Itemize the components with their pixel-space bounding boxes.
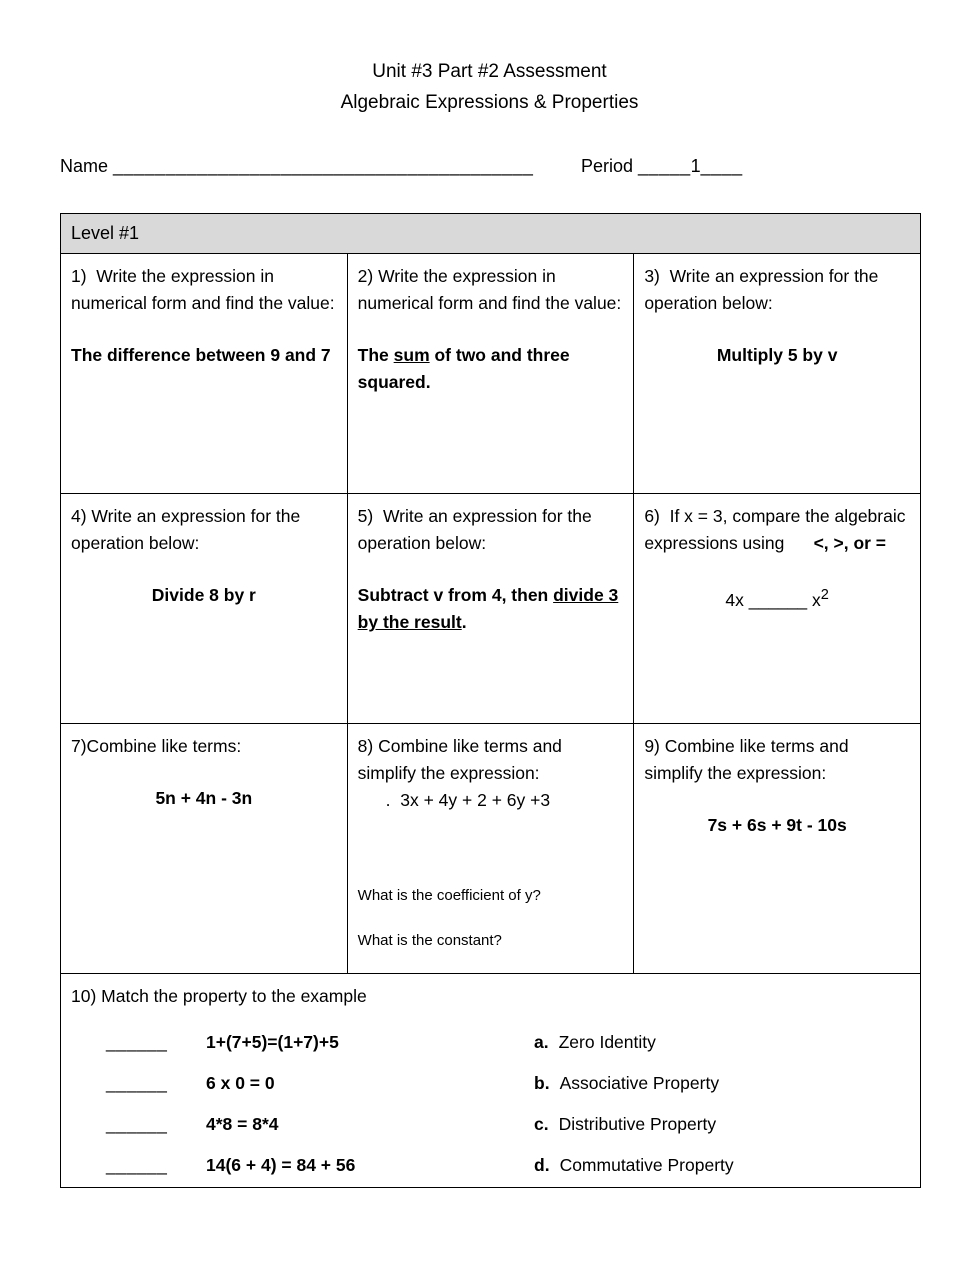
match-blank-line: ______ <box>106 1155 168 1175</box>
q9-prompt: 9) Combine like terms and simplify the expression: <box>644 736 854 783</box>
match-letter: c. <box>534 1114 549 1134</box>
q2-expression-underlined: sum <box>393 345 430 365</box>
match-expression: 4*8 = 8*4 <box>206 1114 279 1134</box>
period-blank-pre: _____ <box>638 156 691 176</box>
match-letter: a. <box>534 1032 549 1052</box>
q4-expression: Divide 8 by r <box>151 585 256 605</box>
question-cell-q6 <box>634 494 921 724</box>
match-expression: 14(6 + 4) = 84 + 56 <box>206 1155 356 1175</box>
question-cell-q10 <box>61 974 921 1188</box>
match-expression: 6 x 0 = 0 <box>206 1073 275 1093</box>
match-property: Associative Property <box>559 1073 720 1093</box>
question-cell-q4 <box>61 494 348 724</box>
match-blank-line: ______ <box>106 1114 168 1134</box>
q1-prompt: 1) Write the expression in numerical form and find the value: <box>71 266 335 313</box>
q6-expression-pre: 4x ______ x <box>725 589 821 610</box>
title-line-1: Unit #3 Part #2 Assessment <box>372 61 607 82</box>
q8-coefficient-question: What is the coefficient of y? <box>357 887 541 904</box>
question-cell-q9 <box>634 724 921 974</box>
match-expression: 1+(7+5)=(1+7)+5 <box>206 1032 339 1052</box>
match-property: Zero Identity <box>558 1032 656 1052</box>
level-header-cell: Level #1 <box>61 214 921 254</box>
name-label: Name <box>60 156 114 176</box>
title-line-2: Algebraic Expressions & Properties <box>340 92 639 113</box>
q1-expression: The difference between 9 and 7 <box>71 345 331 365</box>
q6-comparison-symbols: <, >, or = <box>813 533 887 553</box>
match-option <box>534 1152 910 1179</box>
q5-expression-underlined: divide 3 by the result <box>357 585 619 632</box>
match-property: Commutative Property <box>559 1155 734 1175</box>
name-blank-line: ________________________________________ <box>113 156 534 176</box>
match-letter: b. <box>534 1073 550 1093</box>
question-cell-q1 <box>61 254 348 494</box>
match-blank-line: ______ <box>106 1073 168 1093</box>
q6-expression-exponent: 2 <box>820 587 829 603</box>
q2-expression-pre: The <box>357 345 394 365</box>
question-cell-q3 <box>634 254 921 494</box>
question-cell-q8 <box>347 724 634 974</box>
assessment-table <box>60 213 921 1188</box>
match-blank-line: ______ <box>106 1032 168 1052</box>
match-option <box>534 1070 910 1097</box>
q8-expression: . 3x + 4y + 2 + 6y +3 <box>385 790 551 810</box>
period-field <box>581 156 743 177</box>
q6-prompt-text: 6) If x = 3, compare the algebraic expressions using <box>644 506 911 553</box>
period-value: 1 <box>690 156 701 176</box>
q5-prompt: 5) Write an expression for the operation below: <box>357 506 597 553</box>
match-option <box>534 1111 910 1138</box>
q5-expression-pre: Subtract v from 4, then <box>357 585 554 605</box>
q6-prompt <box>644 503 910 557</box>
q9-expression: 7s + 6s + 9t - 10s <box>707 815 847 835</box>
q10-prompt: 10) Match the property to the example <box>71 986 367 1006</box>
q8-prompt: 8) Combine like terms and simplify the expression: <box>357 736 567 783</box>
q8-constant-question: What is the constant? <box>357 932 502 949</box>
q2-prompt: 2) Write the expression in numerical form and find the value: <box>357 266 622 313</box>
match-property: Distributive Property <box>558 1114 717 1134</box>
match-letter: d. <box>534 1155 550 1175</box>
q2-expression-post: of two and three squared. <box>357 345 570 392</box>
question-cell-q2 <box>347 254 634 494</box>
q6-expression <box>644 582 910 614</box>
question-cell-q7 <box>61 724 348 974</box>
period-blank-post: ____ <box>700 156 743 176</box>
q10-match-grid <box>106 1029 910 1179</box>
question-cell-q5 <box>347 494 634 724</box>
q7-expression: 5n + 4n - 3n <box>155 788 253 808</box>
q7-prompt: 7)Combine like terms: <box>71 736 242 756</box>
q4-prompt: 4) Write an expression for the operation below: <box>71 506 306 553</box>
name-field <box>60 156 534 177</box>
q5-expression-post: . <box>461 612 467 632</box>
q3-prompt: 3) Write an expression for the operation below: <box>644 266 884 313</box>
match-option <box>534 1029 910 1056</box>
page-title <box>0 0 979 118</box>
q3-expression: Multiply 5 by v <box>716 345 838 365</box>
name-period-row <box>60 156 979 177</box>
q2-expression <box>358 342 624 396</box>
period-label: Period <box>581 156 639 176</box>
q5-expression <box>358 582 624 636</box>
